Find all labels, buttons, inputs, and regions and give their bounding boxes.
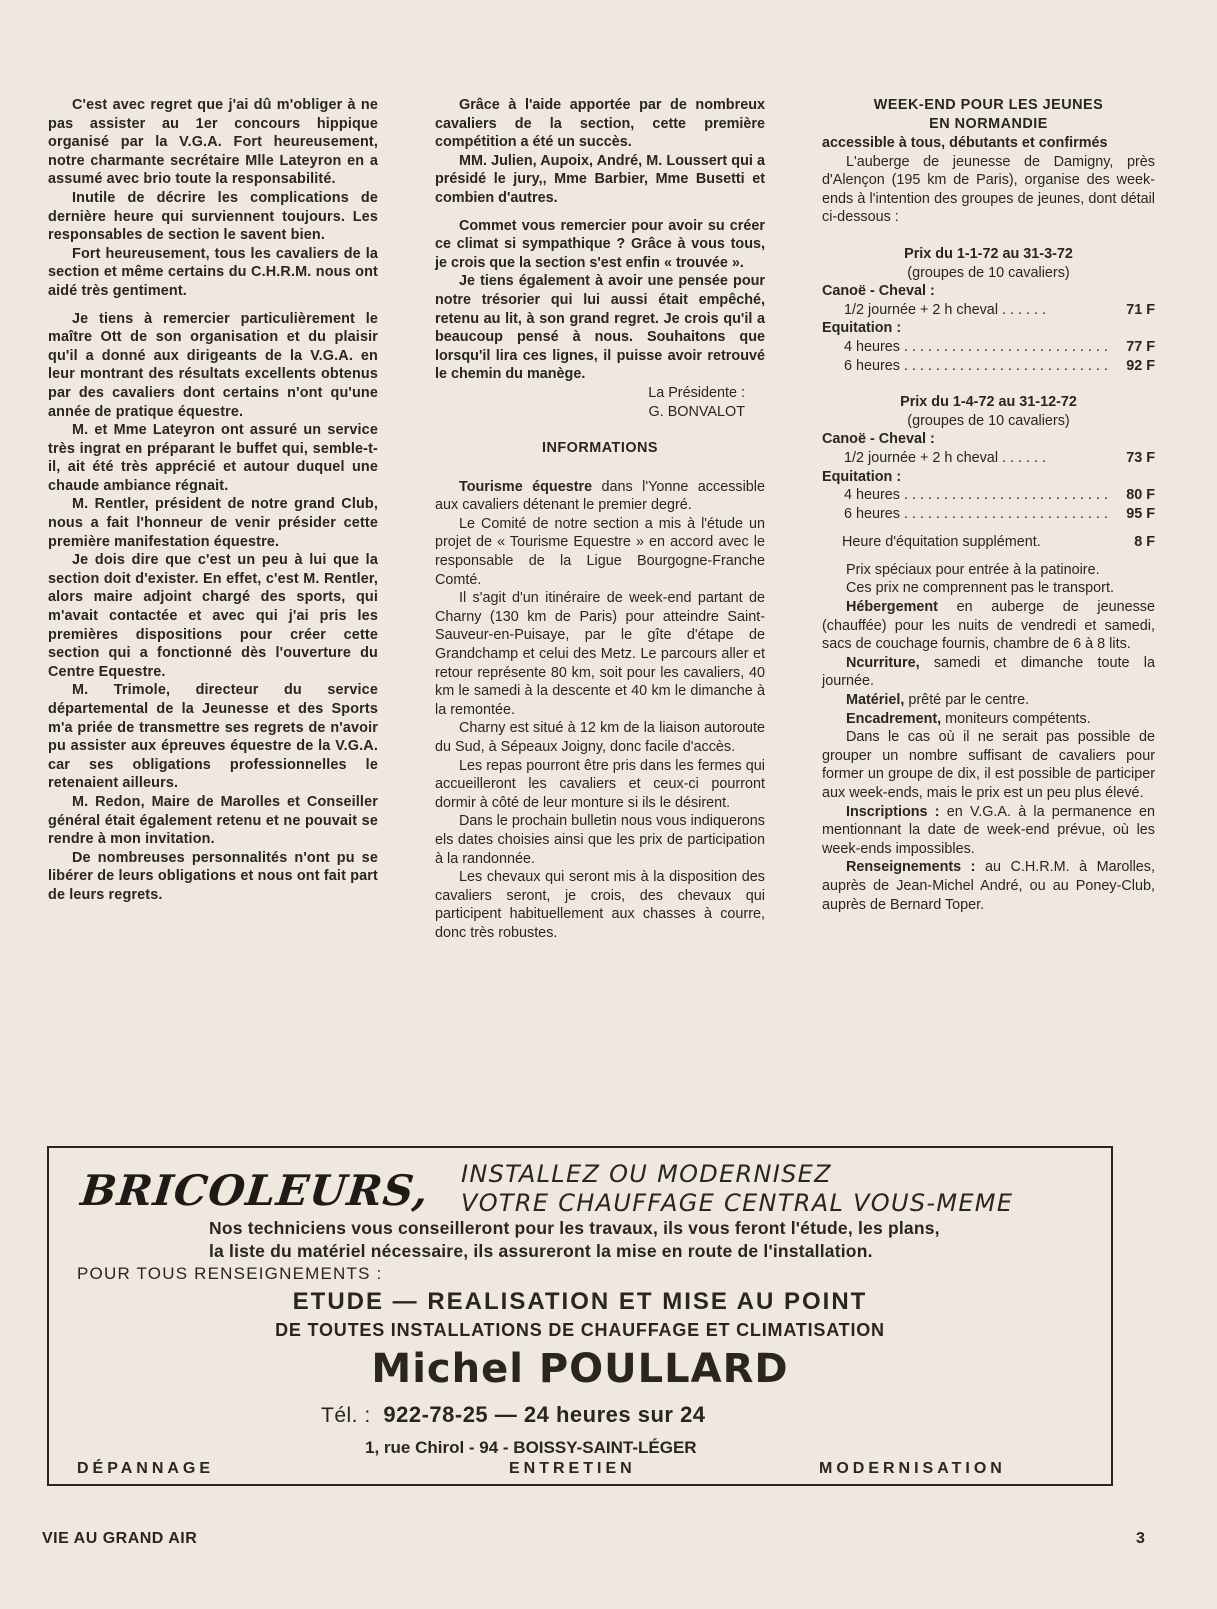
price-row [822, 505, 1155, 524]
ad-description-line: Nos techniciens vous conseilleront pour les travaux, ils vous feront l'étude, les plans, [209, 1218, 940, 1238]
paragraph: De nombreuses personnalités n'ont pu se libérer de leurs obligations et nous ont fait part de leurs regrets. [48, 849, 378, 903]
price-value: 71 F [1126, 301, 1155, 318]
paragraph-text: samedi et dimanche toute la journée. [822, 654, 1155, 690]
article-title: WEEK-END POUR LES JEUNES [873, 97, 1104, 113]
price-label: 6 heures . . . . . . . . . . . . . . . . . . . . . . . . . . [844, 357, 1108, 374]
article-column-3 [822, 96, 1155, 914]
paragraph: Fort heureusement, tous les cavaliers de la section et même certains du C.H.R.M. nous ont aidé très gentiment. [48, 245, 378, 299]
article-subtitle: accessible à tous, débutants et confirmés [822, 135, 1108, 151]
bold-lead: Hébergement [846, 599, 938, 616]
price-label: 1/2 journée + 2 h cheval . . . . . . [844, 449, 1046, 466]
price-label: 4 heures . . . . . . . . . . . . . . . . . . . . . . . . . . [844, 487, 1108, 504]
price-value: 95 F [1126, 505, 1155, 522]
paragraph: M. Redon, Maire de Marolles et Conseiller général était également retenu et ne pouvait se rendre à mon invitation. [48, 793, 378, 848]
paragraph: C'est avec regret que j'ai dû m'obliger à ne pas assister au 1er concours hippique organisé par la V.G.A. Fort heureusement, notre charmante secrétaire Mlle Lateyron en a assumé avec brio toute la responsabilité. [48, 97, 378, 188]
price-value: 80 F [1126, 487, 1155, 504]
paragraph-text: prêté par le centre. [904, 692, 1030, 709]
price-period-heading: Prix du 1-4-72 au 31-12-72 [900, 394, 1077, 411]
paragraph: Ces prix ne comprennent pas le transport. [846, 580, 1114, 597]
ad-description-line: la liste du matériel nécessaire, ils assureront la mise en route de l'installation. [209, 1241, 873, 1261]
price-label: Heure d'équitation supplément. [842, 534, 1041, 551]
bold-lead: Tourisme équestre [459, 478, 593, 495]
price-value: 8 F [1134, 534, 1155, 551]
bold-lead: Ncurriture, [846, 654, 920, 671]
bold-lead: Matériel, [846, 692, 905, 709]
ad-phone-number: 922-78-25 — 24 heures sur 24 [383, 1402, 706, 1427]
paragraph: MM. Julien, Aupoix, André, M. Loussert qui a présidé le jury,, Mme Barbier, Mme Busetti et combien d'autres. [435, 152, 765, 206]
paragraph-text: au C.H.R.M. à Marolles, auprès de Jean-Michel André, ou au Poney-Club, auprès de Bernard Toper. [822, 859, 1155, 913]
ad-phone [321, 1402, 706, 1428]
ad-service-label: MODERNISATION [819, 1460, 1006, 1477]
advertisement-box [47, 1146, 1113, 1486]
price-row [822, 301, 1155, 320]
ad-company-name: Michel POULLARD [371, 1346, 789, 1392]
ad-services-subline: DE TOUTES INSTALLATIONS DE CHAUFFAGE ET CLIMATISATION [275, 1320, 885, 1340]
price-category: Equitation : [822, 468, 902, 485]
paragraph: Je dois dire que c'est un peu à lui que la section doit d'exister. En effet, c'est M. Rentler, alors maire adjoint chargé des sports, qui m'avait contactée et avec qui j'ai pris les premières dispositions pour créer cette section qui a fonctionné dès l'ouverture du Centre Equestre. [48, 552, 378, 680]
paragraph [822, 858, 1155, 914]
paragraph: M. Trimole, directeur du service départemental de la Jeunesse et des Sports m'a priée de transmettre ses regrets de n'avoir pu assister aux épreuves équestre de la V.G.A. car ses obligations professionnelles le retenaient ailleurs. [48, 682, 378, 792]
paragraph-text: moniteurs compétents. [941, 710, 1091, 727]
paragraph [822, 710, 1155, 729]
price-label: 6 heures . . . . . . . . . . . . . . . . . . . . . . . . . . [844, 505, 1108, 522]
paragraph [822, 598, 1155, 654]
price-label: 4 heures . . . . . . . . . . . . . . . . . . . . . . . . . . [844, 338, 1108, 355]
signature-name: G. BONVALOT [648, 403, 745, 420]
paragraph: Il s'agit d'un itinéraire de week-end partant de Charny (130 km de Paris) pour atteindre Saint-Sauveur-en-Puisaye, par le gîte d'étape de Grandchamp et celui des Metz. Le parcours aller et retour représente 80 km, soit pour les cavaliers, 40 km le samedi à la descente et 40 km le dimanche à la remontée. [435, 590, 765, 718]
price-value: 77 F [1126, 338, 1155, 355]
price-group-note: (groupes de 10 cavaliers) [907, 264, 1070, 281]
ad-service-label: ENTRETIEN [509, 1460, 636, 1477]
signature-title: La Présidente : [648, 384, 745, 401]
paragraph: Je tiens à remercier particulièrement le maître Ott de son organisation et du plaisir qu'il a donné aux dirigeants de la V.G.A. en leur montrant des résultats excellents obtenus par des cavaliers dont certains n'ont qu'une année de pratique équestre. [48, 310, 378, 420]
price-row [822, 486, 1155, 505]
paragraph [822, 691, 1155, 710]
price-value: 73 F [1126, 449, 1155, 466]
section-heading: INFORMATIONS [541, 440, 659, 457]
paragraph: Dans le prochain bulletin nous vous indiquerons els dates choisies ainsi que les prix de participation à la randonnée. [435, 813, 765, 867]
bold-lead: Renseignements : [846, 859, 976, 876]
ad-slogan-line: VOTRE CHAUFFAGE CENTRAL VOUS-MEME [461, 1189, 1014, 1217]
paragraph: M. et Mme Lateyron ont assuré un service très ingrat en préparant le buffet qui, semble-t-il, ait été très apprécié et autour duquel une chaude ambiance régnait. [48, 422, 378, 494]
paragraph: Inutile de décrire les complications de dernière heure qui surviennent toujours. Les responsables de section le savent bien. [48, 189, 378, 244]
ad-address: 1, rue Chirol - 94 - BOISSY-SAINT-LÉGER [365, 1438, 697, 1457]
paragraph [822, 654, 1155, 691]
paragraph: L'auberge de jeunesse de Damigny, près d'Alençon (195 km de Paris), organise des week-ends à l'intention des groupes de jeunes, dont détail ci-dessous : [822, 153, 1155, 226]
paragraph: Je tiens également à avoir une pensée pour notre trésorier qui lui aussi était empêché, retenu au lit, à son grand regret. Je crois qu'il a beaucoup pensé à nous. Souhaitons que lorsqu'il lira ces lignes, il puisse avoir retrouvé le chemin du manège. [435, 273, 765, 383]
ad-slogan-line: INSTALLEZ OU MODERNISEZ [461, 1160, 832, 1188]
bold-lead: Inscriptions : [846, 803, 940, 820]
price-category: Canoë - Cheval : [822, 283, 935, 300]
article-column-2 [435, 96, 765, 943]
price-category: Equitation : [822, 320, 902, 337]
paragraph-text: en auberge de jeunesse (chauffée) pour les nuits de vendredi et samedi, sacs de couchage fournis, chambre de 6 à 8 lits. [822, 599, 1155, 653]
paragraph [822, 803, 1155, 859]
paragraph [435, 478, 765, 515]
price-row [822, 338, 1155, 357]
paragraph: Les chevaux qui seront mis à la disposition des cavaliers seront, je crois, des chevaux qui participent habituellement aux chasses à courre, donc très robustes. [435, 869, 765, 941]
paragraph-text: dans l'Yonne accessible aux cavaliers détenant le premier degré. [435, 478, 765, 514]
ad-services-headline: ETUDE — REALISATION ET MISE AU POINT [292, 1288, 868, 1315]
paragraph: Grâce à l'aide apportée par de nombreux cavaliers de la section, cette première compétition a été un succès. [435, 97, 765, 151]
paragraph: Le Comité de notre section a mis à l'étude un projet de « Tourisme Equestre » en accord avec le responsable de la Ligue Bourgogne-Franche Comté. [435, 515, 765, 588]
ad-slogan [461, 1160, 1013, 1218]
article-title-line2: EN NORMANDIE [929, 116, 1048, 132]
ad-brand-headline: BRICOLEURS, [78, 1166, 432, 1215]
price-label: 1/2 journée + 2 h cheval . . . . . . [844, 301, 1046, 318]
ad-service-label: DÉPANNAGE [77, 1460, 215, 1477]
paragraph: Charny est situé à 12 km de la liaison autoroute du Sud, à Sépeaux Joigny, donc facile d'accès. [435, 720, 765, 755]
article-column-1 [48, 96, 378, 905]
price-row-extra [822, 533, 1155, 552]
ad-info-label: POUR TOUS RENSEIGNEMENTS : [77, 1264, 383, 1283]
paragraph-text: en V.G.A. à la permanence en mentionnant la date de week-end prévue, où les week-ends impossibles. [822, 803, 1155, 857]
paragraph: M. Rentler, président de notre grand Club, nous a fait l'honneur de venir présider cette première manifestation équestre. [48, 496, 378, 550]
paragraph: Dans le cas où il ne serait pas possible de grouper un nombre suffisant de cavaliers pour former un groupe de dix, il est possible de participer aux week-ends, mais le prix est un peu plus élevé. [822, 729, 1155, 801]
price-period-heading: Prix du 1-1-72 au 31-3-72 [904, 245, 1073, 262]
magazine-title: VIE AU GRAND AIR [42, 1530, 198, 1547]
price-row [822, 357, 1155, 376]
price-category: Canoë - Cheval : [822, 431, 935, 448]
price-group-note: (groupes de 10 cavaliers) [907, 412, 1070, 429]
bold-lead: Encadrement, [846, 710, 942, 727]
price-value: 92 F [1126, 357, 1155, 374]
page-number: 3 [1136, 1530, 1145, 1547]
paragraph: Prix spéciaux pour entrée à la patinoire. [846, 561, 1100, 578]
ad-phone-label: Tél. : [321, 1404, 371, 1427]
paragraph: Commet vous remercier pour avoir su créer ce climat si sympathique ? Grâce à vous tous, je crois que la section s'est enfin « trouvée ». [435, 217, 765, 271]
price-row [822, 449, 1155, 468]
paragraph: Les repas pourront être pris dans les fermes qui accueilleront les cavaliers et ceux-ci pourront dormir à côté de leur monture si ils le désirent. [435, 757, 765, 811]
